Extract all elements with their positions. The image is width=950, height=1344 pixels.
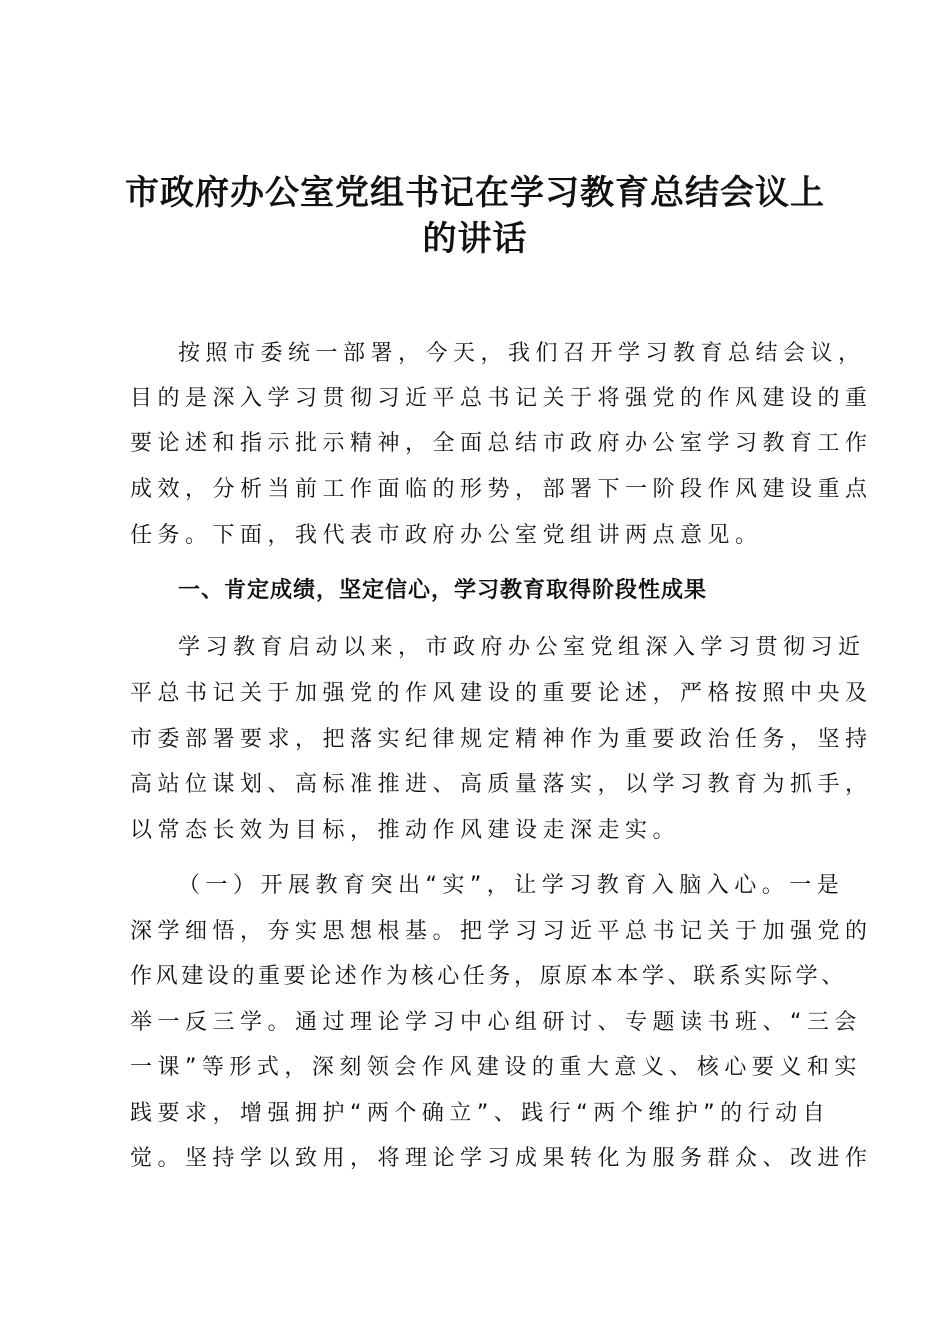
paragraph-1-line-5: 任务。下面，我代表市政府办公室党组讲两点意见。	[130, 523, 763, 548]
paragraph-2-line-3: 市委部署要求，把落实纪律规定精神作为重要政治任务，坚持	[130, 727, 873, 752]
paragraph-2-line-1: 学习教育启动以来，市政府办公室党组深入学习贯彻习近	[178, 635, 866, 660]
paragraph-3-line-7: 觉。坚持学以致用，将理论学习成果转化为服务群众、改进作	[130, 1146, 873, 1171]
document-title-line-2: 的讲话	[422, 219, 528, 259]
salutation	[0, 280, 950, 316]
section-heading-1: 一、肯定成绩，坚定信心，学习教育取得阶段性成果	[178, 578, 708, 603]
paragraph-1-line-2: 目的是深入学习贯彻习近平总书记关于将强党的作风建设的重	[130, 386, 873, 411]
paragraph-1-line-3: 要论述和指示批示精神，全面总结市政府办公室学习教育工作	[130, 431, 873, 456]
paragraph-2-line-4: 高站位谋划、高标准推进、高质量落实，以学习教育为抓手，	[130, 772, 873, 797]
paragraph-2-line-2: 平总书记关于加强党的作风建设的重要论述，严格按照中央及	[130, 681, 873, 706]
document-title-line-1: 市政府办公室党组书记在学习教育总结会议上	[125, 173, 825, 213]
paragraph-3-line-4: 举一反三学。通过理论学习中心组研讨、专题读书班、“三会	[130, 1010, 862, 1035]
paragraph-3-line-5: 一课”等形式，深刻领会作风建设的重大意义、核心要义和实	[130, 1055, 862, 1080]
paragraph-1-line-4: 成效，分析当前工作面临的形势，部署下一阶段作风建设重点	[130, 477, 873, 502]
paragraph-3-line-2: 深学细悟，夯实思想根基。把学习习近平总书记关于加强党的	[130, 919, 873, 944]
paragraph-3-line-1: （一）开展教育突出“实”，让学习教育入脑入心。一是	[178, 873, 845, 898]
paragraph-3-line-3: 作风建设的重要论述作为核心任务，原原本本学、联系实际学、	[130, 964, 847, 989]
paragraph-1-line-1: 按照市委统一部署，今天，我们召开学习教育总结会议，	[178, 341, 866, 366]
paragraph-3-line-6: 践要求，增强拥护“两个确立”、践行“两个维护”的行动自	[130, 1101, 831, 1126]
paragraph-2-line-5: 以常态长效为目标，推动作风建设走深走实。	[130, 818, 681, 843]
